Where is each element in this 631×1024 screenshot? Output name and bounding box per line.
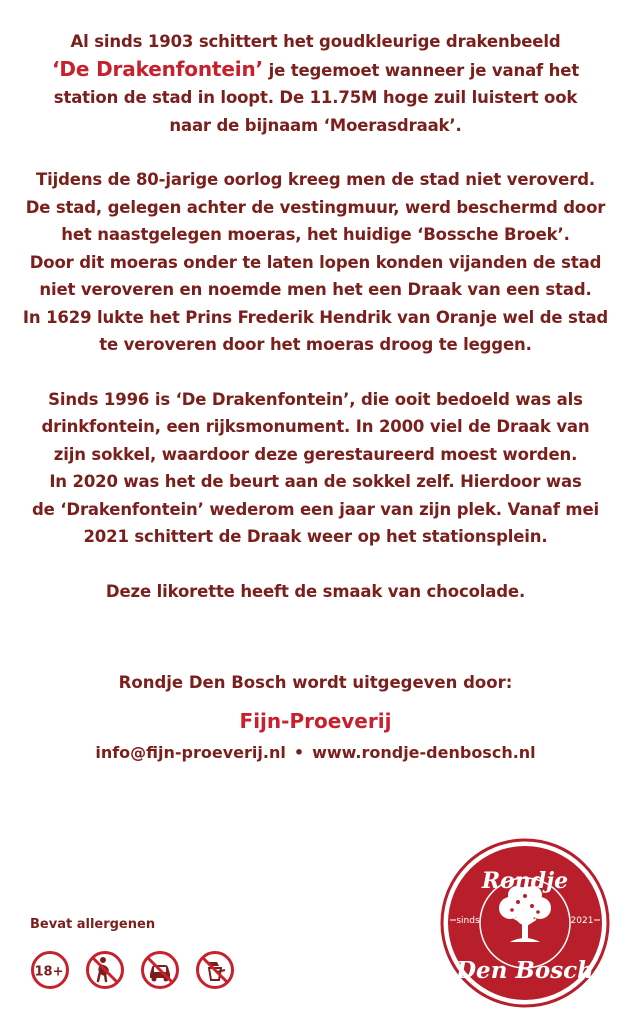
no-driving-icon [140,950,180,990]
text-line: de ‘Drakenfontein’ wederom een jaar van zijn plek. Vanaf mei [31,499,599,519]
text-line: Tijdens de 80-jarige oorlog kreeg men de stad niet veroverd. [36,170,595,189]
publisher-block [0,670,631,766]
website-link[interactable]: www.rondje-denbosch.nl [312,743,536,762]
text-line: naar de bijnaam ‘Moerasdraak’. [169,115,462,135]
text-line: Sinds 1996 is ‘De Drakenfontein’, die ooit bedoeld was als [48,389,583,409]
text-line: station de stad in loopt. De 11.75M hoge zuil luistert ook [53,88,578,107]
intro-paragraph [0,28,631,139]
allergen-label: Bevat allergenen [30,917,156,932]
text-line: 2021 schittert de Draak weer op het stationsplein. [83,527,548,546]
main-text [0,28,631,632]
text-fragment: je tegemoet wanneer je vanaf het [263,60,580,80]
history-paragraph [0,166,631,359]
publisher-contact [0,740,631,766]
no-pregnancy-icon [85,950,125,990]
text-line: De stad, gelegen achter de vestingmuur, werd beschermd door [25,197,606,217]
age-18-plus-label: 18+ [34,964,64,980]
flavor-text: Deze likorette heeft de smaak van chocolade. [105,581,526,601]
text-line: drinkfontein, een rijksmonument. In 2000 viel de Draak van [41,417,590,436]
text-line: Al sinds 1903 schittert het goudkleurige drakenbeeld [70,32,561,51]
text-line [0,56,631,85]
drakenfontein-highlight: ‘De Drakenfontein’ [51,56,263,81]
badge-top-text: Rondje [481,868,569,894]
text-line: In 2020 was het de beurt aan de sokkel zelf. Hierdoor was [49,472,582,491]
text-line: niet veroveren en noemde men het een Draak van een stad. [39,280,592,299]
flavor-paragraph [0,578,631,606]
text-line: te veroveren door het moeras droog te leggen. [99,335,532,354]
email-link[interactable]: info@fijn-proeverij.nl [95,743,286,762]
badge-right-text: 2021 [570,916,594,926]
text-line: het naastgelegen moeras, het huidige ‘Bossche Broek’. [61,225,570,244]
publisher-intro: Rondje Den Bosch wordt uitgegeven door: [118,673,513,692]
monument-paragraph [0,386,631,551]
age-18-plus-icon [30,950,70,990]
badge-left-text: sinds [456,916,480,926]
no-machine-operation-icon [195,950,235,990]
text-line: In 1629 lukte het Prins Frederik Hendrik van Oranje wel de stad [22,307,609,327]
text-line: Door dit moeras onder te laten lopen konden vijanden de stad [29,252,602,272]
separator-dot: • [293,743,305,762]
rondje-den-bosch-logo [440,838,610,1008]
text-line: zijn sokkel, waardoor deze gerestaureerd moest worden. [53,444,578,464]
badge-bottom-text: Den Bosch [456,957,594,984]
publisher-name: Fijn-Proeverij [239,709,392,733]
